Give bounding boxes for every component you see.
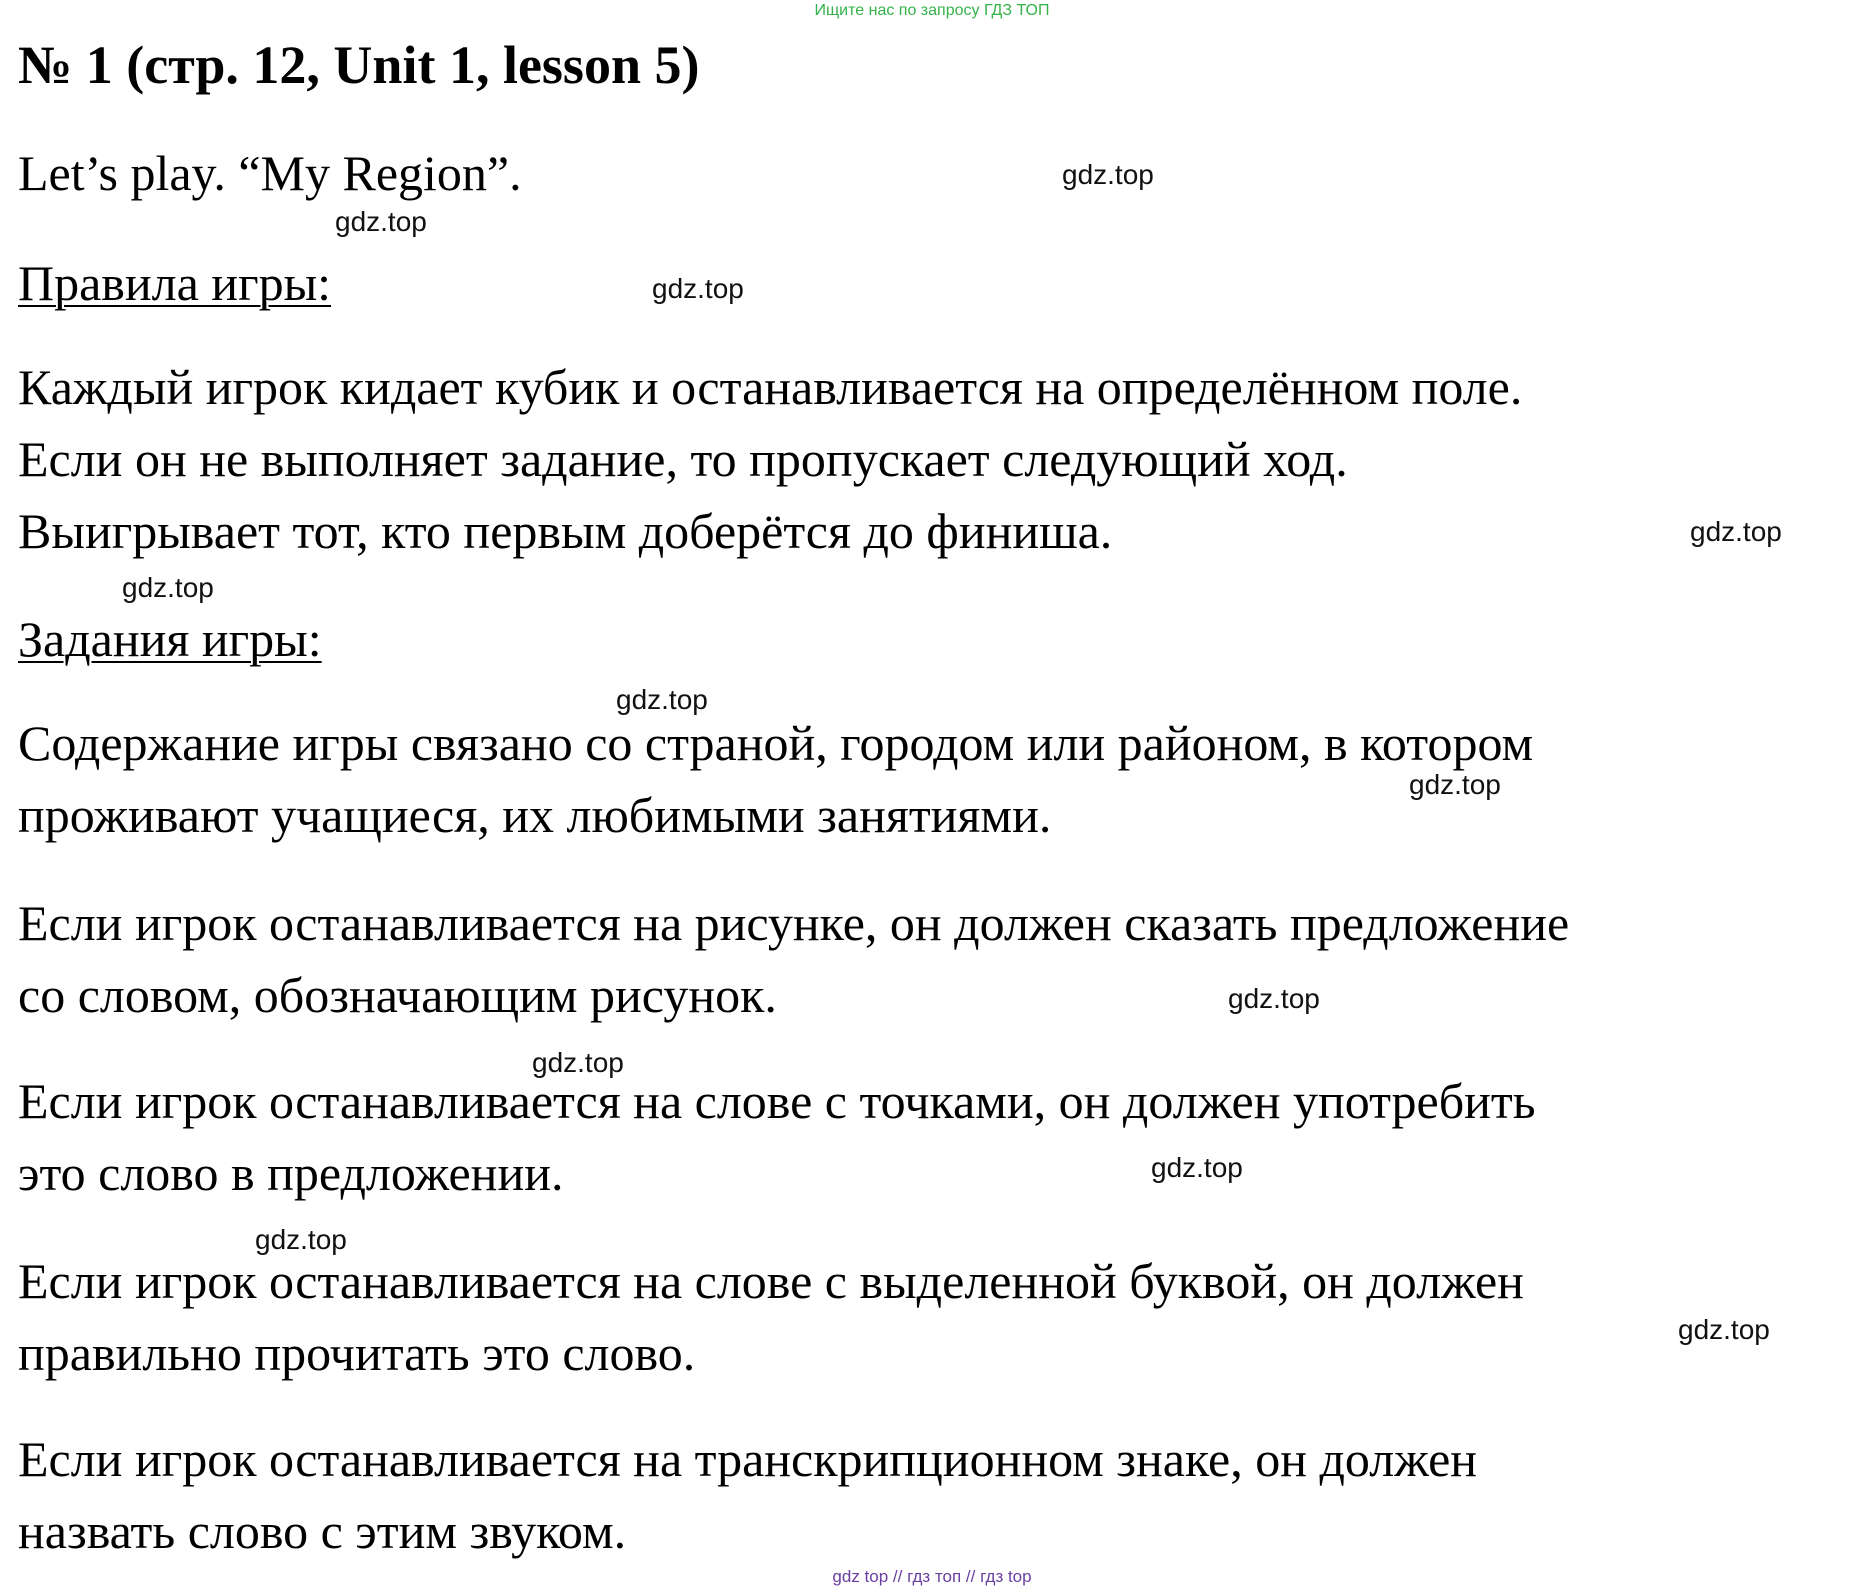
task-paragraph-line: это слово в предложении.	[18, 1145, 564, 1201]
rules-heading: Правила игры:	[18, 255, 332, 311]
rules-line: Если он не выполняет задание, то пропускает следующий ход.	[18, 431, 1348, 487]
watermark: gdz.top	[122, 572, 214, 603]
watermark: gdz.top	[652, 273, 744, 304]
page-title: № 1 (стр. 12, Unit 1, lesson 5)	[18, 35, 700, 95]
rules-line: Каждый игрок кидает кубик и останавливается на определённом поле.	[18, 359, 1523, 415]
task-paragraph-line: Содержание игры связано со страной, городом или районом, в котором	[18, 715, 1534, 771]
task-paragraph-line: со словом, обозначающим рисунок.	[18, 967, 777, 1023]
watermark: gdz.top	[335, 206, 427, 237]
watermark: gdz.top	[532, 1047, 624, 1078]
watermark: gdz.top	[616, 684, 708, 715]
watermark: gdz.top	[1690, 516, 1782, 547]
watermark: gdz.top	[1228, 983, 1320, 1014]
task-paragraph-line: Если игрок останавливается на слове с выделенной буквой, он должен	[18, 1253, 1524, 1309]
watermark: gdz.top	[1062, 159, 1154, 190]
watermark: gdz.top	[1409, 769, 1501, 800]
task-paragraph-line: Если игрок останавливается на рисунке, он должен сказать предложение	[18, 895, 1570, 951]
task-paragraph-line: Если игрок останавливается на транскрипционном знаке, он должен	[18, 1431, 1478, 1487]
intro-line: Let’s play. “My Region”.	[18, 145, 522, 201]
task-paragraph-line: проживают учащиеся, их любимыми занятиями.	[18, 787, 1052, 843]
bottom-banner: gdz top // гдз топ // гдз top	[832, 1567, 1032, 1586]
task-paragraph-line: назвать слово с этим звуком.	[18, 1503, 627, 1559]
tasks-heading: Задания игры:	[18, 611, 322, 667]
watermark: gdz.top	[255, 1224, 347, 1255]
task-paragraph-line: правильно прочитать это слово.	[18, 1325, 696, 1381]
watermark: gdz.top	[1678, 1314, 1770, 1345]
top-banner: Ищите нас по запросу ГДЗ ТОП	[814, 2, 1050, 19]
rules-line: Выигрывает тот, кто первым доберётся до финиша.	[18, 503, 1113, 559]
task-paragraph-line: Если игрок останавливается на слове с точками, он должен употребить	[18, 1073, 1536, 1129]
watermark: gdz.top	[1151, 1152, 1243, 1183]
